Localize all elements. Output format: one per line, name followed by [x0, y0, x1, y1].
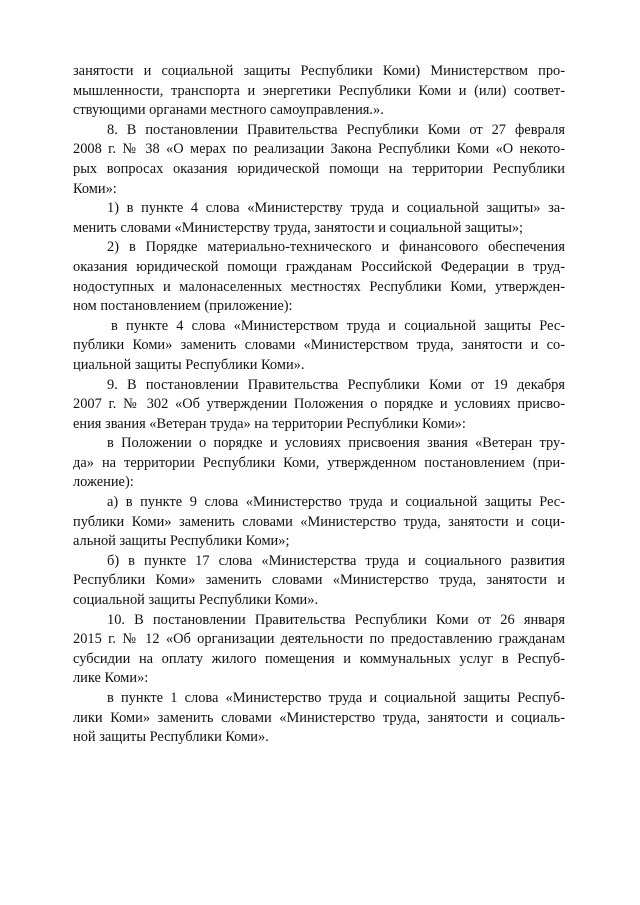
- text-line: альной защиты Республики Коми»;: [73, 533, 290, 550]
- text-line: ствующими органами местного самоуправления.».: [73, 102, 384, 119]
- paragraph-10-start: 10. В постановлении Правительства Республики Коми от 26 января: [107, 611, 565, 628]
- clause-start: в Положении о порядке и условиях присвоения звания «Ветеран тру-: [107, 435, 565, 452]
- text-line: ной защиты Республики Коми».: [73, 729, 269, 746]
- text-line: 2015 г. № 12 «Об организации деятельности по предоставлению гражданам: [73, 631, 565, 648]
- text-line: да» на территории Республики Коми, утвержденном постановлением (при-: [73, 454, 565, 471]
- text-line: социальной защиты Республики Коми».: [73, 592, 319, 609]
- text-line: оказания юридической помощи гражданам Российской Федерации в труд-: [73, 258, 565, 275]
- text-line: публики Коми» заменить словами «Министерством труда, занятости и со-: [73, 337, 565, 354]
- text-line: менить словами «Министерству труда, занятости и социальной защиты»;: [73, 219, 524, 236]
- text-line: мышленности, транспорта и энергетики Республики Коми и (или) соответ-: [73, 82, 565, 99]
- text-line: Республики Коми» заменить словами «Министерство труда, занятости и: [73, 572, 565, 589]
- subitem-a-start: а) в пункте 9 слова «Министерство труда и социальной защиты Рес-: [107, 494, 565, 511]
- text-line: нодоступных и малонаселенных местностях Республики Коми, утвержден-: [73, 278, 565, 295]
- clause-start: в пункте 1 слова «Министерство труда и социальной защиты Респуб-: [107, 690, 565, 706]
- text-line: лике Коми»:: [73, 670, 149, 687]
- text-line: Коми»:: [73, 180, 117, 197]
- text-line: 2008 г. № 38 «О мерах по реализации Закона Республики Коми «О некото-: [73, 141, 565, 158]
- text-line: занятости и социальной защиты Республики Коми) Министерством про-: [73, 63, 565, 79]
- subitem-2-start: 2) в Порядке материально-технического и финансового обеспечения: [107, 239, 565, 256]
- text-line: 2007 г. № 302 «Об утверждении Положения о порядке и условиях присво-: [73, 396, 565, 413]
- clause-start: в пункте 4 слова «Министерством труда и социальной защиты Рес-: [111, 317, 565, 334]
- text-line: ения звания «Ветеран труда» на территории Республики Коми»:: [73, 415, 466, 432]
- text-line: ложение):: [73, 474, 134, 491]
- text-line: циальной защиты Республики Коми».: [73, 356, 305, 373]
- text-line: публики Коми» заменить словами «Министерство труда, занятости и соци-: [73, 513, 565, 530]
- text-line: лики Коми» заменить словами «Министерство труда, занятости и социаль-: [73, 709, 565, 726]
- paragraph-9-start: 9. В постановлении Правительства Республики Коми от 19 декабря: [107, 376, 565, 393]
- document-body: [73, 62, 565, 748]
- text-line: ном постановлением (приложение):: [73, 298, 293, 315]
- text-line: субсидии на оплату жилого помещения и коммунальных услуг в Респуб-: [73, 650, 565, 667]
- subitem-1-start: 1) в пункте 4 слова «Министерству труда и социальной защиты» за-: [107, 200, 565, 217]
- text-line: рых вопросах оказания юридической помощи на территории Республики: [73, 160, 565, 177]
- paragraph-8-start: 8. В постановлении Правительства Республики Коми от 27 февраля: [107, 121, 565, 138]
- subitem-b-start: б) в пункте 17 слова «Министерства труда и социального развития: [107, 552, 565, 569]
